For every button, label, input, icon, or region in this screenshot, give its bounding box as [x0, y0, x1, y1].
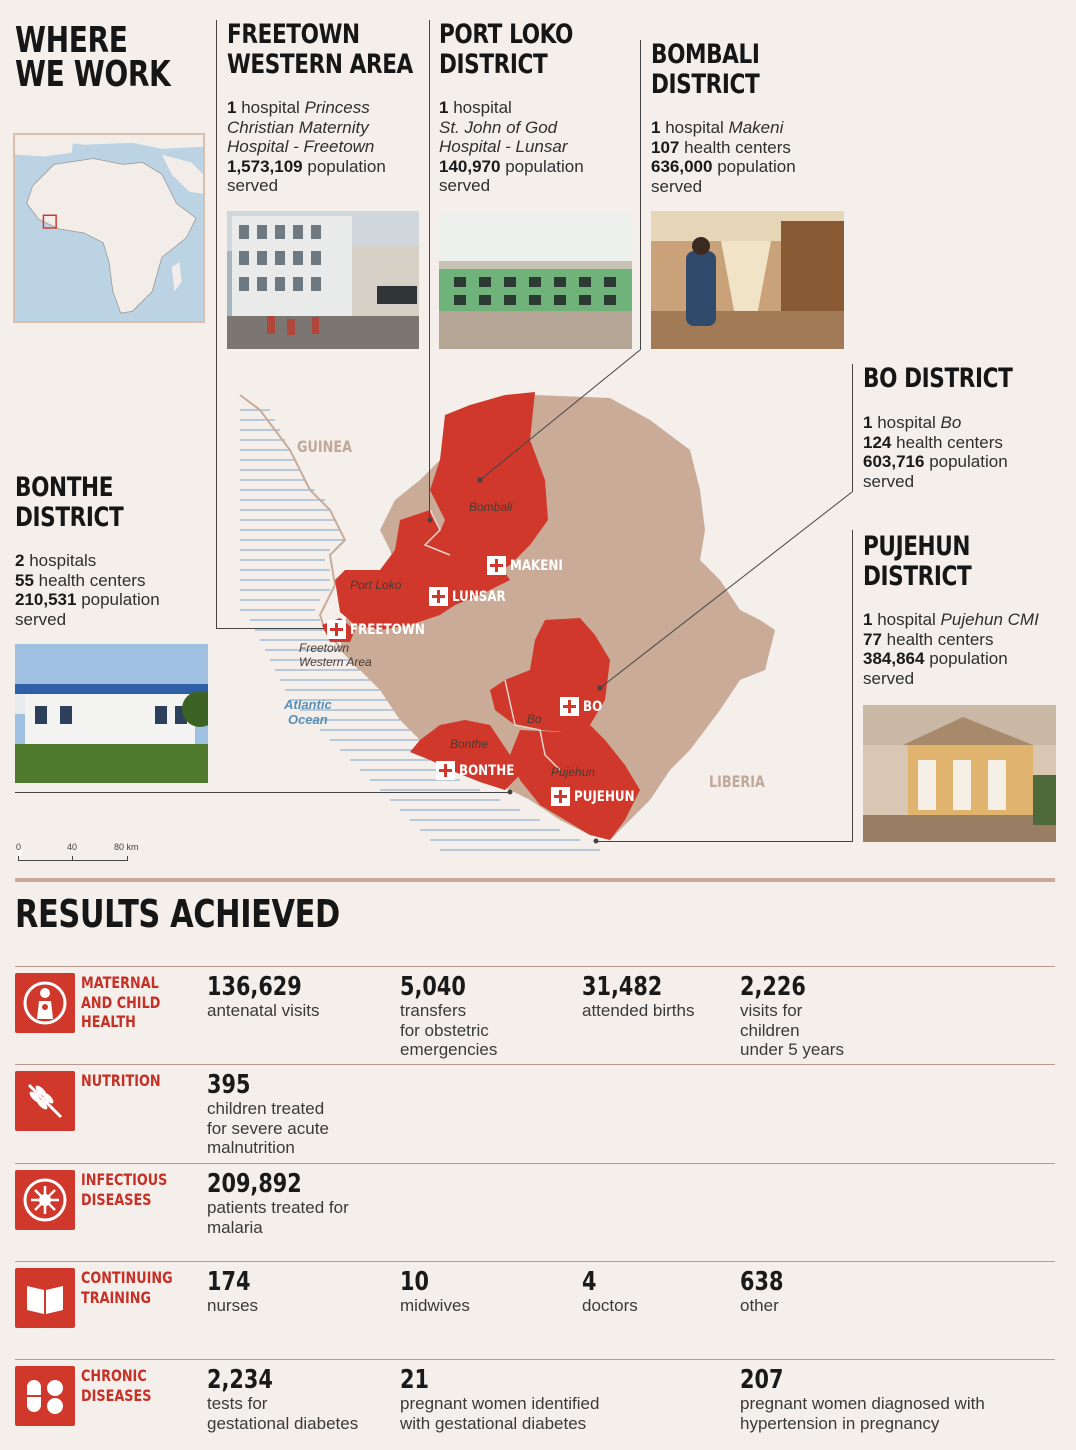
- results-row-chronic: [15, 1359, 1055, 1450]
- portloko-map-label: Port Loko: [350, 578, 402, 592]
- stat-antenatal: 136,629 antenatal visits: [207, 972, 320, 1020]
- bonthe-district-title: BONTHE DISTRICT: [15, 472, 124, 533]
- stat-other: 638 other: [740, 1267, 784, 1315]
- pujehun-map-label: Pujehun: [551, 765, 596, 779]
- bombali-district-info: 1 hospital Makeni 107 health centers 636,000 population served: [651, 118, 796, 196]
- bonthe-district-info: 2 hospitals 55 health centers 210,531 population served: [15, 551, 160, 629]
- city-bo: BO: [560, 697, 606, 716]
- results-title: RESULTS ACHIEVED: [15, 892, 340, 936]
- bonthe-map-label: Bonthe: [450, 737, 489, 751]
- where-we-work-title: WHERE WE WORK: [15, 20, 171, 95]
- scale-bar: [18, 856, 128, 861]
- stat-doctors: 4 doctors: [582, 1267, 638, 1315]
- portloko-district-title: PORT LOKO DISTRICT: [439, 19, 573, 80]
- scale-0: 0: [16, 842, 22, 852]
- guinea-label: GUINEA: [297, 437, 353, 456]
- city-lunsar: LUNSAR: [429, 587, 515, 606]
- book-icon: [15, 1268, 75, 1328]
- results-row-maternal: [15, 966, 1055, 1065]
- row-title-chronic: CHRONIC DISEASES: [81, 1366, 152, 1405]
- stat-transfers: 5,040 transfers for obstetric emergencies: [400, 972, 498, 1059]
- bombali-district-title: BOMBALI DISTRICT: [651, 39, 760, 100]
- ocean-label: Atlantic Ocean: [284, 697, 332, 727]
- bo-district-title: BO DISTRICT: [863, 363, 1013, 394]
- row-title-infectious: INFECTIOUS DISEASES: [81, 1170, 168, 1209]
- pills-icon: [15, 1366, 75, 1426]
- row-title-nutrition: NUTRITION: [81, 1071, 161, 1090]
- bo-district-info: 1 hospital Bo 124 health centers 603,716 population served: [863, 413, 1008, 491]
- results-row-nutrition: [15, 1064, 1055, 1164]
- stat-births: 31,482 attended births: [582, 972, 695, 1020]
- section-divider: [15, 878, 1055, 882]
- city-bonthe: BONTHE: [436, 761, 524, 780]
- stat-gestational-identified: 21 pregnant women identified with gestational diabetes: [400, 1365, 600, 1433]
- freetown-district-info: 1 hospital Princess Christian Maternity Hospital - Freetown 1,573,109 population served: [227, 98, 386, 195]
- bombali-map-label: Bombali: [469, 500, 513, 514]
- pujehun-district-info: 1 hospital Pujehun CMI 77 health centers 384,864 population served: [863, 610, 1039, 688]
- pujehun-district-title: PUJEHUN DISTRICT: [863, 531, 972, 592]
- scale-80: 80 km: [114, 842, 139, 852]
- stat-midwives: 10 midwives: [400, 1267, 470, 1315]
- wheat-icon: [15, 1071, 75, 1131]
- liberia-label: LIBERIA: [709, 772, 765, 791]
- stat-malnutrition: 395 children treated for severe acute malnutrition: [207, 1070, 329, 1157]
- mother-child-icon: [15, 973, 75, 1033]
- stat-child-visits: 2,226 visits for children under 5 years: [740, 972, 844, 1059]
- stat-gestational-tests: 2,234 tests for gestational diabetes: [207, 1365, 359, 1433]
- scale-40: 40: [67, 842, 78, 852]
- city-freetown: FREETOWN: [327, 620, 438, 639]
- city-makeni: MAKENI: [487, 556, 572, 575]
- portloko-district-info: 1 hospital St. John of God Hospital - Lunsar 140,970 population served: [439, 98, 584, 195]
- freetown-district-title: FREETOWN WESTERN AREA: [227, 19, 413, 80]
- virus-icon: [15, 1170, 75, 1230]
- row-title-training: CONTINUING TRAINING: [81, 1268, 173, 1307]
- bo-map-label: Bo: [527, 712, 542, 726]
- city-pujehun: PUJEHUN: [551, 787, 645, 806]
- western-map-label: Freetown Western Area: [299, 641, 372, 669]
- row-title-maternal: MATERNAL AND CHILD HEALTH: [81, 973, 161, 1031]
- stat-nurses: 174 nurses: [207, 1267, 259, 1315]
- stat-hypertension: 207 pregnant women diagnosed with hypertension in pregnancy: [740, 1365, 985, 1433]
- results-row-infectious: [15, 1163, 1055, 1262]
- results-row-training: [15, 1261, 1055, 1360]
- stat-malaria: 209,892 patients treated for malaria: [207, 1169, 349, 1237]
